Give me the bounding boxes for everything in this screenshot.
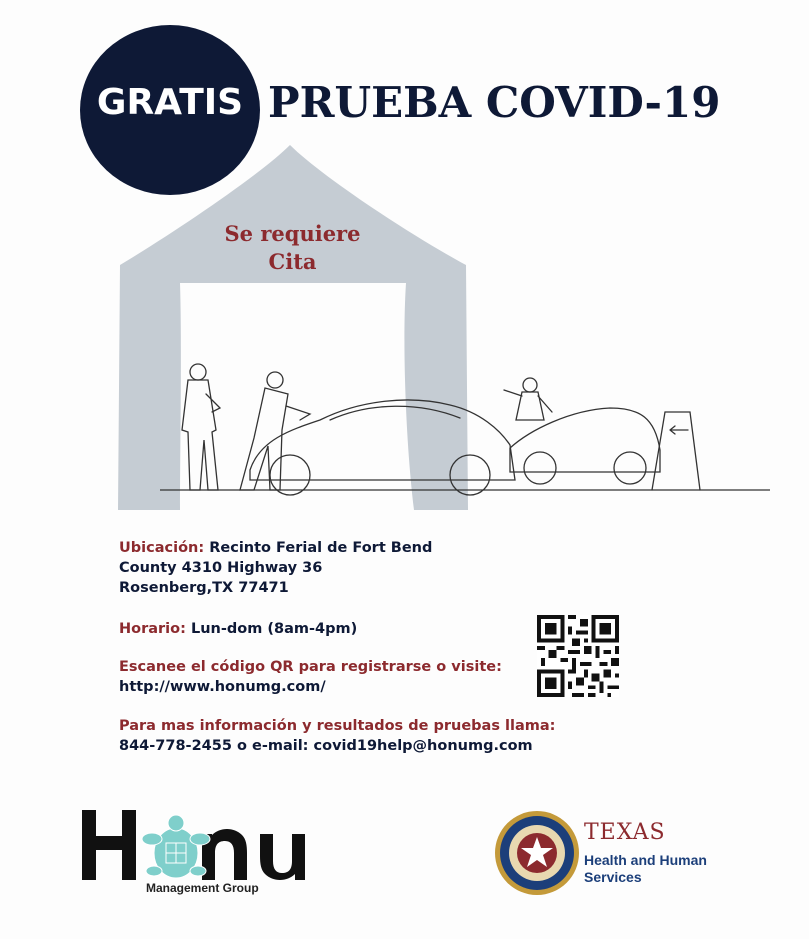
health-worker-icon <box>504 378 552 420</box>
appointment-line2: Cita <box>268 249 317 274</box>
car-icon <box>250 400 515 495</box>
health-worker-icon <box>182 364 220 490</box>
contact-label: Para mas información y resultados de pruebas llama: <box>119 718 556 734</box>
location-label: Ubicación: <box>119 540 205 556</box>
contact-info <box>119 716 555 756</box>
qr-info <box>119 657 502 697</box>
qr-label: Escanee el código QR para registrarse o visite: <box>119 659 502 675</box>
page-title: PRUEBA COVID-19 <box>268 78 721 127</box>
hours-label: Horario: <box>119 621 186 637</box>
texas-subtitle-line1: Health and Human <box>584 852 707 868</box>
texas-subtitle-line2: Services <box>584 869 642 885</box>
website-link[interactable]: http://www.honumg.com/ <box>119 679 326 695</box>
turtle-icon <box>142 815 210 878</box>
texas-seal-icon <box>494 810 580 896</box>
contact-value: 844-778-2455 o e-mail: covid19help@honumg.com <box>119 738 533 754</box>
qr-code-icon[interactable] <box>537 615 619 697</box>
location-line1: Recinto Ferial de Fort Bend <box>209 540 433 556</box>
location-line2: County 4310 Highway 36 <box>119 560 323 576</box>
directional-sign-icon <box>652 412 700 490</box>
honu-logo <box>80 805 310 883</box>
texas-title: TEXAS <box>584 820 666 845</box>
appointment-line1: Se requiere <box>224 221 361 246</box>
hours-info <box>119 619 357 639</box>
honu-subtitle: Management Group <box>146 881 259 895</box>
drive-through-scene <box>160 350 770 500</box>
hours-value: Lun-dom (8am-4pm) <box>190 621 358 637</box>
gratis-badge-text: GRATIS <box>96 82 244 123</box>
location-info <box>119 538 432 598</box>
appointment-required <box>200 220 385 276</box>
location-line3: Rosenberg,TX 77471 <box>119 580 289 596</box>
